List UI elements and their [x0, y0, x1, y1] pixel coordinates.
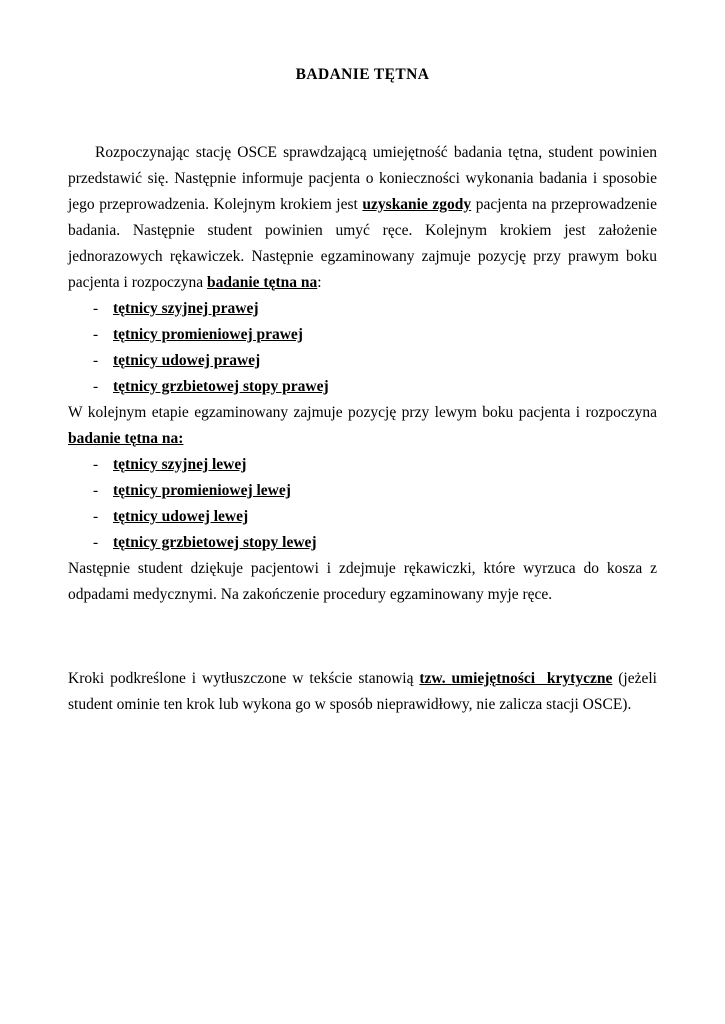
list-item — [68, 296, 657, 322]
critical-step-text: badanie tętna na: — [68, 430, 184, 447]
document-body — [68, 140, 657, 718]
critical-step-text: tzw. umiejętności krytyczne — [419, 670, 613, 687]
dash-marker: - — [93, 378, 99, 395]
closing-paragraph — [68, 556, 657, 608]
list-item — [68, 452, 657, 478]
body-text: Następnie student dziękuje pacjentowi i zdejmuje rękawiczki, które wyrzuca do kosza z odpadami medycznymi. Na zakończenie procedury egzaminowany myje ręce. — [68, 560, 657, 603]
dash-marker: - — [93, 482, 99, 499]
left-side-arteries-list — [68, 452, 657, 556]
artery-name: tętnicy promieniowej lewej — [113, 482, 291, 499]
critical-step-text: uzyskanie zgody — [362, 196, 472, 213]
artery-name: tętnicy szyjnej prawej — [113, 300, 259, 317]
dash-marker: - — [93, 300, 99, 317]
left-side-paragraph — [68, 400, 657, 452]
list-item — [68, 504, 657, 530]
dash-marker: - — [93, 352, 99, 369]
dash-marker: - — [93, 326, 99, 343]
dash-marker: - — [93, 534, 99, 551]
body-text: Rozpoczynając stację OSCE sprawdzającą umiejętność badania tętna, student powinien przedstawić się. Następnie informuje pacjenta o konieczności wykonania badania i sposobie jego przeprowadzenia. Kolejnym krokiem jest — [68, 144, 657, 213]
artery-name: tętnicy grzbietowej stopy lewej — [113, 534, 317, 551]
dash-marker: - — [93, 456, 99, 473]
body-text: Kroki podkreślone i wytłuszczone w tekście stanowią — [68, 670, 420, 687]
list-item — [68, 322, 657, 348]
page-title: BADANIE TĘTNA — [295, 66, 430, 83]
list-item — [68, 374, 657, 400]
artery-name: tętnicy promieniowej prawej — [113, 326, 303, 343]
right-side-arteries-list — [68, 296, 657, 400]
artery-name: tętnicy udowej prawej — [113, 352, 261, 369]
body-text: : — [317, 274, 322, 291]
critical-skills-note — [68, 666, 657, 718]
artery-name: tętnicy szyjnej lewej — [113, 456, 247, 473]
body-text: W kolejnym etapie egzaminowany zajmuje pozycję przy lewym boku pacjenta i rozpoczyna — [68, 404, 657, 421]
intro-paragraph — [68, 140, 657, 296]
list-item — [68, 348, 657, 374]
body-text: (jeżeli student ominie ten krok lub wykona go w sposób nieprawidłowy, nie zalicza stacji OSCE). — [68, 670, 657, 713]
critical-step-text: badanie tętna na — [207, 274, 318, 291]
artery-name: tętnicy udowej lewej — [113, 508, 249, 525]
artery-name: tętnicy grzbietowej stopy prawej — [113, 378, 329, 395]
list-item — [68, 478, 657, 504]
list-item — [68, 530, 657, 556]
body-text: pacjenta na przeprowadzenie badania. Następnie student powinien umyć ręce. Kolejnym krokiem jest założenie jednorazowych rękawiczek. Następnie egzaminowany zajmuje pozycję przy prawym boku pacjenta i rozpoczyna — [68, 196, 657, 291]
dash-marker: - — [93, 508, 99, 525]
